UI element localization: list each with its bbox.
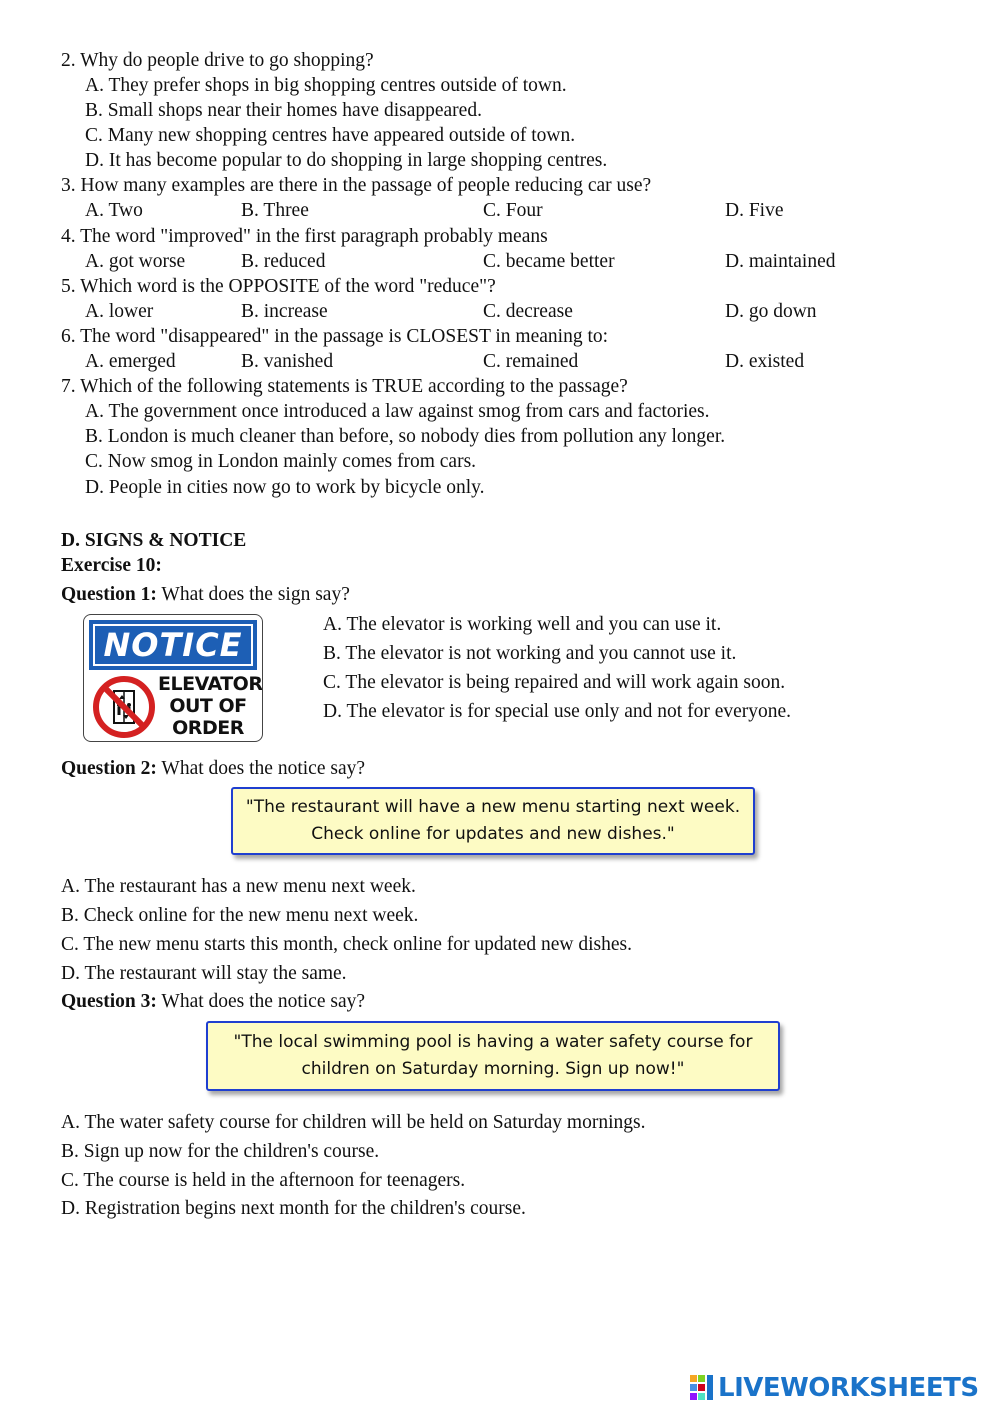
question-3-option-c[interactable]: C. Four [483,200,543,221]
sign-question-3-option-d[interactable]: D. Registration begins next month for the children's course. [61,1198,526,1219]
question-7-option-b[interactable]: B. London is much cleaner than before, so nobody dies from pollution any longer. [85,426,726,447]
sign-message [158,673,263,739]
question-2-option-b[interactable]: B. Small shops near their homes have disappeared. [85,100,482,121]
question-5-text: 5. Which word is the OPPOSITE of the word "reduce"? [61,276,496,297]
question-5-option-c[interactable]: C. decrease [483,301,573,322]
question-5-option-b[interactable]: B. increase [241,301,328,322]
question-2-option-a[interactable]: A. They prefer shops in big shopping centres outside of town. [85,75,567,96]
question-5-option-a[interactable]: A. lower [85,301,154,322]
pool-notice-line-2: children on Saturday morning. Sign up now!" [301,1059,685,1079]
question-4-option-a[interactable]: A. got worse [85,251,186,272]
question-3-option-b[interactable]: B. Three [241,200,309,221]
sign-question-1-option-c[interactable]: C. The elevator is being repaired and will work again soon. [323,672,786,693]
sign-question-3 [61,989,365,1014]
sign-line-2: OUT OF [169,695,247,717]
question-3-option-a[interactable]: A. Two [85,200,143,221]
sign-question-2-option-d[interactable]: D. The restaurant will stay the same. [61,963,347,984]
sign-question-2-label: Question 2: [61,758,157,779]
no-elevator-icon [92,675,156,739]
question-4-option-b[interactable]: B. reduced [241,251,326,272]
elevator-notice-sign [83,614,263,742]
sign-question-1-option-b[interactable]: B. The elevator is not working and you cannot use it. [323,643,737,664]
question-2-option-d[interactable]: D. It has become popular to do shopping in large shopping centres. [85,150,608,171]
question-7-option-c[interactable]: C. Now smog in London mainly comes from cars. [85,451,477,472]
question-2-option-c[interactable]: C. Many new shopping centres have appeared outside of town. [85,125,576,146]
question-3-text: 3. How many examples are there in the passage of people reducing car use? [61,175,652,196]
question-4-text: 4. The word "improved" in the first paragraph probably means [61,226,548,247]
sign-question-3-option-a[interactable]: A. The water safety course for children will be held on Saturday mornings. [61,1112,646,1133]
liveworksheets-logo [690,1374,979,1402]
question-6-option-c[interactable]: C. remained [483,351,579,372]
restaurant-notice-line-2: Check online for updates and new dishes." [311,824,675,844]
question-6-text: 6. The word "disappeared" in the passage is CLOSEST in meaning to: [61,326,609,347]
question-2-text: 2. Why do people drive to go shopping? [61,50,374,71]
question-6-option-d[interactable]: D. existed [725,351,805,372]
sign-question-1-option-a[interactable]: A. The elevator is working well and you can use it. [323,614,722,635]
restaurant-notice-box [231,787,755,855]
sign-question-2-prompt: What does the notice say? [156,758,366,779]
sign-question-1-label: Question 1: [61,584,157,605]
question-5-option-d[interactable]: D. go down [725,301,817,322]
question-4-option-d[interactable]: D. maintained [725,251,836,272]
swimming-pool-notice-box [206,1021,780,1091]
sign-question-1-prompt: What does the sign say? [156,584,350,605]
sign-header-text: NOTICE [93,624,253,666]
question-7-text: 7. Which of the following statements is TRUE according to the passage? [61,376,628,397]
question-6-option-b[interactable]: B. vanished [241,351,334,372]
sign-question-1-option-d[interactable]: D. The elevator is for special use only and not for everyone. [323,701,792,722]
question-7-option-a[interactable]: A. The government once introduced a law against smog from cars and factories. [85,401,710,422]
question-6-option-a[interactable]: A. emerged [85,351,176,372]
sign-line-1: ELEVATOR [158,673,263,695]
sign-header-band [89,620,257,670]
question-4-option-c[interactable]: C. became better [483,251,615,272]
exercise-title: Exercise 10: [61,555,162,576]
section-title: D. SIGNS & NOTICE [61,530,247,551]
liveworksheets-logo-text: LIVEWORKSHEETS [718,1373,979,1403]
restaurant-notice-line-1: "The restaurant will have a new menu starting next week. [245,797,741,817]
sign-question-3-prompt: What does the notice say? [156,991,366,1012]
sign-question-3-option-c[interactable]: C. The course is held in the afternoon for teenagers. [61,1170,466,1191]
sign-question-2-option-b[interactable]: B. Check online for the new menu next week. [61,905,419,926]
liveworksheets-logo-icon [690,1375,714,1401]
sign-question-1 [61,582,350,607]
sign-question-3-option-b[interactable]: B. Sign up now for the children's course. [61,1141,380,1162]
sign-question-2-option-a[interactable]: A. The restaurant has a new menu next week. [61,876,416,897]
sign-question-2 [61,756,365,781]
pool-notice-line-1: "The local swimming pool is having a water safety course for [233,1032,753,1052]
question-3-option-d[interactable]: D. Five [725,200,784,221]
sign-question-3-label: Question 3: [61,991,157,1012]
sign-question-2-option-c[interactable]: C. The new menu starts this month, check online for updated new dishes. [61,934,632,955]
question-7-option-d[interactable]: D. People in cities now go to work by bicycle only. [85,477,485,498]
sign-line-3: ORDER [172,717,244,739]
